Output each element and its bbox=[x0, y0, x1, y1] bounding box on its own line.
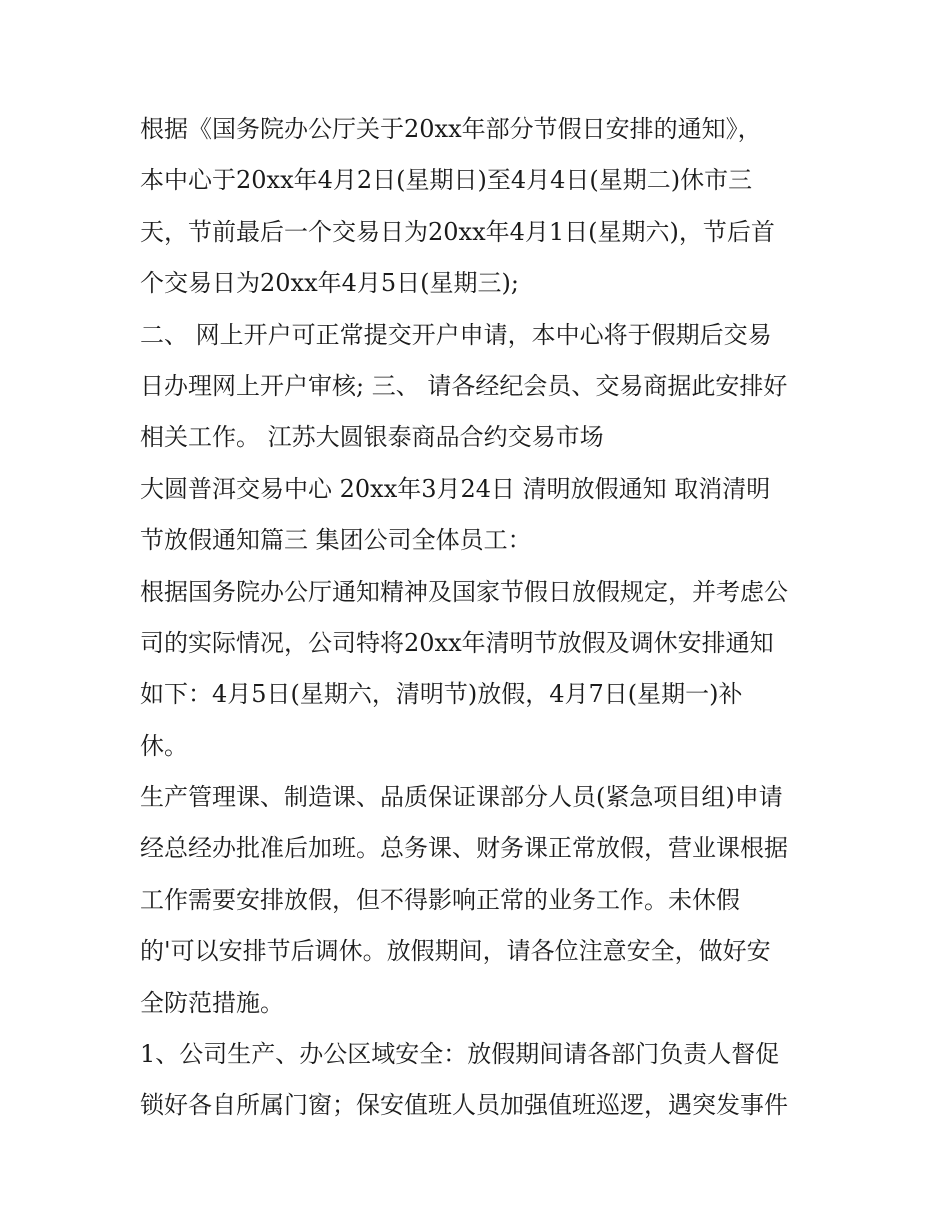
text-line-16: 工作需要安排放假，但不得影响正常的业务工作。未休假 bbox=[140, 885, 740, 914]
text-line-14: 生产管理课、制造课、品质保证课部分人员(紧急项目组)申请 bbox=[140, 783, 783, 812]
text-line-6: 日办理网上开户审核; 三、 请各经纪会员、交易商据此安排好 bbox=[140, 371, 788, 400]
text-line-19: 1、公司生产、办公区域安全：放假期间请各部门负责人督促 bbox=[140, 1040, 780, 1069]
text-line-11: 司的实际情况，公司特将20xx年清明节放假及调休安排通知 bbox=[140, 628, 774, 657]
text-line-4: 个交易日为20xx年4月5日(星期三); bbox=[140, 269, 519, 298]
text-line-20: 锁好各自所属门窗；保安值班人员加强值班巡逻，遇突发事件 bbox=[140, 1091, 788, 1120]
text-line-1: 根据《国务院办公厅关于20xx年部分节假日安排的通知》， bbox=[140, 115, 762, 143]
text-line-9: 节放假通知篇三 集团公司全体员工： bbox=[140, 526, 532, 555]
text-line-7: 相关工作。 江苏大圆银泰商品合约交易市场 bbox=[140, 423, 604, 452]
text-line-5: 二、 网上开户可正常提交开户申请，本中心将于假期后交易 bbox=[140, 320, 772, 349]
text-line-8: 大圆普洱交易中心 20xx年3月24日 清明放假通知 取消清明 bbox=[140, 474, 771, 503]
text-line-15: 经总经办批准后加班。总务课、财务课正常放假，营业课根据 bbox=[140, 834, 788, 863]
text-line-18: 全防范措施。 bbox=[140, 988, 284, 1017]
text-line-12: 如下：4月5日(星期六，清明节)放假，4月7日(星期一)补 bbox=[140, 680, 743, 709]
text-line-17: 的'可以安排节后调休。放假期间，请各位注意安全，做好安 bbox=[140, 937, 771, 966]
document-body bbox=[140, 104, 830, 1132]
text-line-13: 休。 bbox=[140, 731, 188, 760]
text-line-2: 本中心于20xx年4月2日(星期日)至4月4日(星期二)休市三 bbox=[140, 166, 753, 195]
text-line-3: 天，节前最后一个交易日为20xx年4月1日(星期六)，节后首 bbox=[140, 217, 775, 246]
text-line-10: 根据国务院办公厅通知精神及国家节假日放假规定，并考虑公 bbox=[140, 577, 788, 606]
